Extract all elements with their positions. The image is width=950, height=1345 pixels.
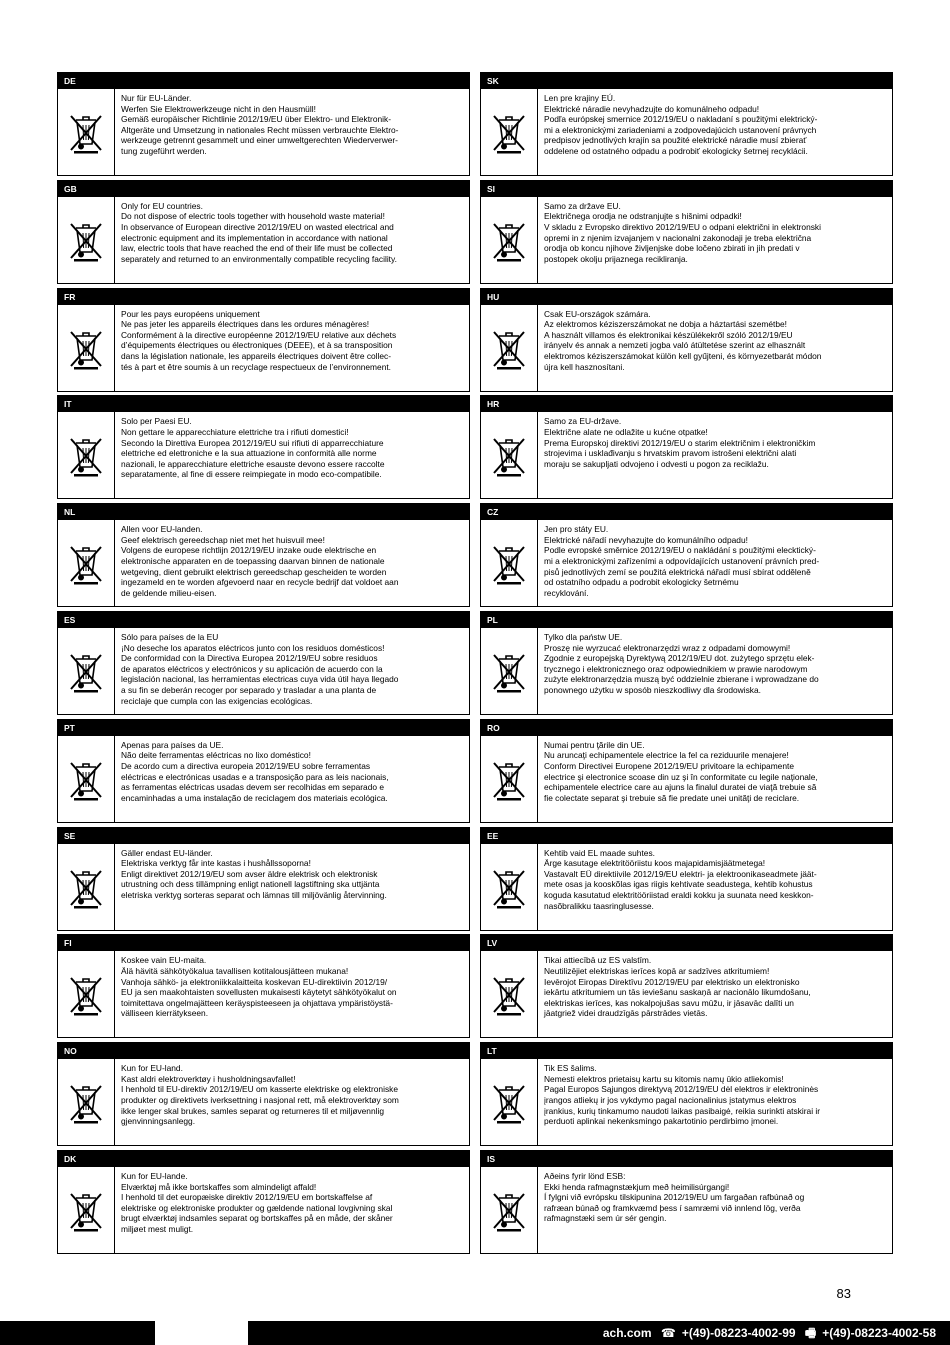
notice-line: law, electric tools that have reached the end of their life must be collected bbox=[121, 243, 393, 254]
language-code-header: SE bbox=[57, 827, 470, 844]
language-code-header: DK bbox=[57, 1150, 470, 1167]
notice-line: opremi in z njenim izvajanjem v nacionalni zakonodaji je treba električna bbox=[544, 232, 812, 243]
language-section-dk bbox=[57, 1150, 470, 1258]
notice-line: perduoti aplinkai nekenksmingo pakartotinio perdirbimo įmonei. bbox=[544, 1116, 779, 1127]
language-section-cz bbox=[480, 503, 893, 611]
notice-line: werkzeuge getrennt gesammelt und einer umweltgerechten Wiederverwer- bbox=[121, 135, 398, 146]
notice-line: Vanhoja sähkö- ja elektroniikkalaitteita koskevan EU-direktiivin 2012/19/ bbox=[121, 976, 388, 987]
notice-line: välliseen kierrätykseen. bbox=[121, 1008, 209, 1019]
footer-phone: +(49)-08223-4002-99 bbox=[681, 1326, 796, 1340]
notice-line: Sólo para países de la EU bbox=[121, 631, 219, 642]
language-code-header: EE bbox=[480, 827, 893, 844]
notice-line: újra kell hasznosítani. bbox=[544, 361, 625, 372]
footer-bar bbox=[0, 1321, 950, 1345]
notice-line: de aparatos eléctricos y electrónicos y su aplicación de acuerdo con la bbox=[121, 663, 383, 674]
notice-line: įrangos atliekų ir jos vykdymo pagal nacionalinius įstatymus elektros bbox=[544, 1094, 797, 1105]
section-body bbox=[480, 1059, 893, 1146]
notice-line: strojevima i usklađivanju s hrvatskim pravom istrošeni električni alati bbox=[544, 448, 797, 459]
section-body bbox=[57, 1167, 470, 1254]
section-body bbox=[57, 736, 470, 823]
notice-line: Len pre krajiny EÚ. bbox=[544, 93, 616, 103]
footer-gap bbox=[155, 1321, 248, 1345]
notice-line: jāatgriež videi draudzīgās pārstrādes vietās. bbox=[544, 1008, 708, 1019]
icon-cell bbox=[58, 1059, 115, 1145]
notice-line: ikke lenger skal brukes, samles separat og returneres til et miljøvennlig bbox=[121, 1105, 384, 1116]
icon-cell bbox=[58, 628, 115, 714]
language-code-header: IS bbox=[480, 1150, 893, 1167]
notice-line: legislación nacional, las herramientas electricas cuya vida útil haya llegado bbox=[121, 674, 399, 685]
notice-line: separatamente, al fine di essere reimpiegate in modo eco-compatibile. bbox=[121, 469, 382, 480]
notice-line: mi a elektronickými zariadeniami a zodpovedajúcich ustanovení právnych bbox=[544, 124, 817, 135]
notice-line: electrice şi electronice scoase din uz şi în conformitate cu legile naţionale, bbox=[544, 771, 818, 782]
notice-line: Električnega orodja ne odstranjujte s hišnimi odpadki! bbox=[544, 211, 742, 222]
notice-text bbox=[538, 1167, 892, 1253]
notice-line: EU ja sen maakohtaisten sovellusten mukaisesti käytetyt sähkötyökalut on bbox=[121, 987, 397, 998]
language-code-header: LV bbox=[480, 934, 893, 951]
crossed-out-wheelie-bin-icon bbox=[490, 326, 528, 370]
notice-line: zużyte elektronarzędzia muszą być oddzielnie zbierane i wprowadzane do bbox=[544, 674, 819, 685]
notice-line: elektronische apparaten en de toepassing daarvan binnen de nationale bbox=[121, 555, 385, 566]
icon-cell bbox=[481, 412, 538, 498]
language-code-header: IT bbox=[57, 395, 470, 412]
section-body bbox=[57, 520, 470, 607]
section-body bbox=[480, 628, 893, 715]
language-section-ro bbox=[480, 719, 893, 827]
language-code-header: NL bbox=[57, 503, 470, 520]
crossed-out-wheelie-bin-icon bbox=[67, 972, 105, 1016]
notice-text bbox=[538, 1059, 892, 1145]
notice-line: Não deite ferramentas eléctricas no lixo doméstico! bbox=[121, 750, 311, 761]
crossed-out-wheelie-bin-icon bbox=[490, 972, 528, 1016]
crossed-out-wheelie-bin-icon bbox=[490, 1188, 528, 1232]
page-number: 83 bbox=[836, 1286, 851, 1301]
crossed-out-wheelie-bin-icon bbox=[67, 757, 105, 801]
section-body bbox=[480, 844, 893, 931]
language-section-no bbox=[57, 1042, 470, 1150]
crossed-out-wheelie-bin-icon bbox=[67, 1080, 105, 1124]
notice-line: rafmagnstæki sem úr sér gengin. bbox=[544, 1213, 667, 1224]
notice-text bbox=[115, 412, 469, 498]
notice-line: Kast aldri elektroverktøy i husholdningsavfallet! bbox=[121, 1073, 296, 1084]
notice-line: encaminhadas a uma instalação de reciclagem dos materiais ecológica. bbox=[121, 792, 388, 803]
notice-line: electronic equipment and its implementation in accordance with national bbox=[121, 232, 388, 243]
crossed-out-wheelie-bin-icon bbox=[490, 110, 528, 154]
notice-line: wetgeving, dient gebruikt elektrisch gereedschap gescheiden te worden bbox=[121, 566, 387, 577]
icon-cell bbox=[481, 736, 538, 822]
crossed-out-wheelie-bin-icon bbox=[490, 218, 528, 262]
notice-line: Kun for EU-lande. bbox=[121, 1170, 188, 1181]
notice-line: eléctricas e electrónicas usadas e a transposição para as leis nacionais, bbox=[121, 771, 389, 782]
notice-line: Volgens de europese richtlijn 2012/19/EU inzake oude elektrische en bbox=[121, 545, 377, 556]
notice-text bbox=[115, 197, 469, 283]
icon-cell bbox=[481, 89, 538, 175]
language-section-fr bbox=[57, 288, 470, 396]
language-section-lt bbox=[480, 1042, 893, 1150]
notice-text bbox=[538, 844, 892, 930]
icon-cell bbox=[58, 197, 115, 283]
notice-line: Conform Directivei Europene 2012/19/EU privitoare la echipamente bbox=[544, 760, 794, 771]
notice-line: Pagal Europos Sąjungos direktyvą 2012/19/EU dėl elektros ir elektroninės bbox=[544, 1084, 819, 1095]
language-section-gb bbox=[57, 180, 470, 288]
notice-line: postopek okolju prijaznega recikliranja. bbox=[544, 253, 688, 264]
notice-line: brugt elværktøj indsamles separat og bortskaffes på en måde, der skåner bbox=[121, 1213, 393, 1224]
notice-line: elektriskas ierīces, kas nokalpojušas savu mūžu, ir jāsavāc dalīti un bbox=[544, 997, 794, 1008]
notice-line: Secondo la Direttiva Europea 2012/19/EU sui rifiuti di apparrecchiature bbox=[121, 437, 384, 448]
notice-line: Only for EU countries. bbox=[121, 200, 203, 211]
notice-line: recyklování. bbox=[544, 587, 589, 598]
notice-line: echipamentele electrice care au ajuns la finalul duratei de viaţă trebuie să bbox=[544, 782, 817, 793]
notice-line: Az elektromos kéziszerszámokat ne dobja a háztartási szemétbe! bbox=[544, 319, 787, 330]
notice-line: Ekki henda rafmagnstækjum með heimilisúrgangi! bbox=[544, 1181, 730, 1192]
notice-line: trycznego i elektronicznego oraz odpowiednikiem w prawie narodowym bbox=[544, 663, 808, 674]
language-section-it bbox=[57, 395, 470, 503]
icon-cell bbox=[481, 628, 538, 714]
notice-line: Tylko dla państw UE. bbox=[544, 631, 623, 642]
notice-line: Elektrické náradie nevyhadzujte do komunálneho odpadu! bbox=[544, 103, 760, 114]
notice-line: De conformidad con la Directiva Europea 2012/19/EU sobre residuos bbox=[121, 653, 378, 664]
section-body bbox=[57, 89, 470, 176]
notice-text bbox=[115, 1167, 469, 1253]
language-section-fi bbox=[57, 934, 470, 1042]
notice-line: De acordo cum a directiva europeia 2012/19/EU sobre ferramentas bbox=[121, 760, 371, 771]
footer-fax: +(49)-08223-4002-58 bbox=[822, 1326, 936, 1340]
notice-line: tés à part et être soumis à un recyclage respectueux de l’environnement. bbox=[121, 361, 392, 372]
notice-line: ingezameld en te worden afgevoerd naar en recycle bedrijf dat voldoet aan bbox=[121, 577, 399, 588]
notice-line: Gemäß europäischer Richtlinie 2012/19/EU über Elektro- und Elektronik- bbox=[121, 114, 391, 125]
section-body bbox=[57, 628, 470, 715]
language-section-nl bbox=[57, 503, 470, 611]
notice-line: Samo za EU-države. bbox=[544, 416, 622, 427]
icon-cell bbox=[58, 736, 115, 822]
icon-cell bbox=[58, 1167, 115, 1253]
icon-cell bbox=[481, 1059, 538, 1145]
notice-line: Tikai attiecībā uz ES valstīm. bbox=[544, 955, 652, 966]
language-code-header: FR bbox=[57, 288, 470, 305]
notice-line: Solo per Paesi EU. bbox=[121, 416, 192, 427]
crossed-out-wheelie-bin-icon bbox=[67, 541, 105, 585]
language-section-lv bbox=[480, 934, 893, 1042]
crossed-out-wheelie-bin-icon bbox=[490, 1080, 528, 1124]
icon-cell bbox=[58, 844, 115, 930]
notice-line: Allen voor EU-landen. bbox=[121, 524, 203, 535]
notice-line: Zgodnie z europejską Dyrektywą 2012/19/EU dot. zużytego sprzętu elek- bbox=[544, 653, 815, 664]
section-body bbox=[57, 1059, 470, 1146]
language-section-hu bbox=[480, 288, 893, 396]
notice-line: as ferramentas eléctricas usadas devem ser recolhidas em separado e bbox=[121, 782, 385, 793]
notice-line: Enligt direktivet 2012/19/EU som avser äldre elektrisk och elektronisk bbox=[121, 868, 378, 879]
notice-text bbox=[115, 520, 469, 606]
phone-icon: ☎ bbox=[660, 1326, 676, 1340]
notice-text bbox=[538, 951, 892, 1037]
notice-line: fie colectate separat şi trebuie să fie predate unei unităţi de reciclare. bbox=[544, 792, 800, 803]
notice-line: Nemesti elektros prietaisų kartu su kitomis namų ūkio atliekomis! bbox=[544, 1073, 784, 1084]
language-section-si bbox=[480, 180, 893, 288]
icon-cell bbox=[481, 844, 538, 930]
notice-text bbox=[538, 305, 892, 391]
language-section-se bbox=[57, 827, 470, 935]
icon-cell bbox=[481, 520, 538, 606]
notice-line: V skladu z Evropsko direktivo 2012/19/EU o odpani električni in elektronski bbox=[544, 221, 821, 232]
language-code-header: RO bbox=[480, 719, 893, 736]
notice-line: tung zugeführt werden. bbox=[121, 145, 207, 156]
language-code-header: CZ bbox=[480, 503, 893, 520]
notice-line: pisů jednotlivých zemí se použitá elektrická nářadí musí sbírat odděleně bbox=[544, 566, 811, 577]
notice-line: ponownego użytku w sposób nieszkodliwy dla środowiska. bbox=[544, 684, 761, 695]
notice-line: Do not dispose of electric tools together with household waste material! bbox=[121, 211, 385, 222]
notice-line: Non gettare le apparecchiature elettriche tra i rifiuti domestici! bbox=[121, 426, 349, 437]
notice-line: orodja ob koncu njihove življenjske dobe ločeno zbirati in jih predati v bbox=[544, 243, 800, 254]
notice-line: produkter og direktivets iverksettning i nasjonal rett, må elektroverktøy som bbox=[121, 1094, 399, 1105]
notice-line: Numai pentru ţările din UE. bbox=[544, 739, 645, 750]
notice-line: nazionali, le apparecchiature elettriche esauste devono essere raccolte bbox=[121, 458, 385, 469]
notice-line: Električne alate ne odlažite u kućne otpatke! bbox=[544, 426, 708, 437]
notice-line: nasõbralikku taasringlusesse. bbox=[544, 900, 654, 911]
notice-line: Conformément à la directive européenne 2012/19/EU relative aux déchets bbox=[121, 329, 397, 340]
crossed-out-wheelie-bin-icon bbox=[490, 541, 528, 585]
notice-line: oddelene od ostatného odpadu a podrobiť ekologicky šetrnej recyklácii. bbox=[544, 145, 808, 156]
icon-cell bbox=[481, 951, 538, 1037]
section-body bbox=[480, 1167, 893, 1254]
notice-line: Apenas para países da UE. bbox=[121, 739, 224, 750]
notice-line: Elværktøj må ikke bortskaffes som almindeligt affald! bbox=[121, 1181, 317, 1192]
notice-line: dans la législation nationale, les appareils électriques doivent être collec- bbox=[121, 350, 392, 361]
crossed-out-wheelie-bin-icon bbox=[67, 1188, 105, 1232]
notice-line: irányelv és annak a nemzeti jogba való átültetése szerint az elhasznált bbox=[544, 340, 806, 351]
notice-text bbox=[538, 520, 892, 606]
crossed-out-wheelie-bin-icon bbox=[490, 649, 528, 693]
crossed-out-wheelie-bin-icon bbox=[490, 865, 528, 909]
language-code-header: DE bbox=[57, 72, 470, 89]
notice-text bbox=[538, 628, 892, 714]
notice-text bbox=[115, 951, 469, 1037]
language-section-de bbox=[57, 72, 470, 180]
icon-cell bbox=[58, 89, 115, 175]
notice-line: Geef elektrisch gereedschap niet met het huisvuil mee! bbox=[121, 534, 325, 545]
notice-line: Neutilizējiet elektriskas ierīces kopā ar sadzīves atkritumiem! bbox=[544, 965, 770, 976]
notice-line: mi a elektronickými zařízeními a odpovídajících ustanovení právních pred- bbox=[544, 555, 820, 566]
notice-line: de geldende milieu-eisen. bbox=[121, 587, 217, 598]
crossed-out-wheelie-bin-icon bbox=[490, 757, 528, 801]
crossed-out-wheelie-bin-icon bbox=[67, 649, 105, 693]
notice-line: I henhold til det europæiske direktiv 2012/19/EU em bortskaffelse af bbox=[121, 1192, 373, 1203]
footer-website[interactable]: ach.com bbox=[602, 1326, 652, 1340]
notice-text bbox=[538, 736, 892, 822]
notice-text bbox=[538, 89, 892, 175]
icon-cell bbox=[481, 1167, 538, 1253]
notice-line: A használt villamos és elektronikai készülékekről szóló 2012/19/EU bbox=[544, 329, 793, 340]
crossed-out-wheelie-bin-icon bbox=[67, 865, 105, 909]
language-code-header: ES bbox=[57, 611, 470, 628]
notice-line: Aðeins fyrir lönd ESB: bbox=[544, 1170, 626, 1181]
notice-line: moraju se sakupljati odvojeno i odvesti u pogon za reciklažu. bbox=[544, 458, 769, 469]
notice-line: Jen pro státy EU. bbox=[544, 524, 609, 535]
section-body bbox=[57, 844, 470, 931]
language-code-header: SK bbox=[480, 72, 893, 89]
notice-line: Altgeräte und Umsetzung in nationales Recht müssen verbrauchte Elektro- bbox=[121, 124, 399, 135]
language-section-sk bbox=[480, 72, 893, 180]
notice-line: Koskee vain EU-maita. bbox=[121, 955, 207, 966]
notice-line: elettriche ed elettroniche e la sua attuazione in conformità alle norme bbox=[121, 448, 377, 459]
icon-cell bbox=[58, 305, 115, 391]
notice-line: iekārtu atkritumiem un tās ieviešanu saskaņā ar nacionālo likumdošanu, bbox=[544, 987, 811, 998]
notice-line: gjenvinningsanlegg. bbox=[121, 1116, 196, 1127]
crossed-out-wheelie-bin-icon bbox=[67, 326, 105, 370]
language-code-header: HU bbox=[480, 288, 893, 305]
notice-line: Prema Europskoj direktivi 2012/19/EU o starim električnim i elektroničkim bbox=[544, 437, 816, 448]
notice-line: Pour les pays européens uniquement bbox=[121, 308, 260, 319]
section-body bbox=[480, 736, 893, 823]
language-code-header: HR bbox=[480, 395, 893, 412]
notice-line: Ärge kasutage elektritööriistu koos majapidamisjäätmetega! bbox=[544, 858, 766, 869]
notice-line: įrankius, kurių tinkamumo naudoti laikas pasibaigė, reikia surinkti atskirai ir bbox=[544, 1105, 821, 1116]
language-code-header: PT bbox=[57, 719, 470, 736]
language-code-header: SI bbox=[480, 180, 893, 197]
language-section-pl bbox=[480, 611, 893, 719]
notice-line: Podľa európskej smernice 2012/19/EU o nakladaní s použitými elektrický- bbox=[544, 114, 818, 125]
notice-line: toimitettava ongelmajätteen keräyspisteeseen ja ohjattava ympäristöystä- bbox=[121, 997, 393, 1008]
icon-cell bbox=[58, 520, 115, 606]
notice-line: Samo za države EU. bbox=[544, 200, 621, 211]
footer-contact bbox=[597, 1321, 936, 1345]
section-body bbox=[480, 305, 893, 392]
section-body bbox=[480, 89, 893, 176]
notice-line: Proszę nie wyrzucać elektronarzędzi wraz z odpadami domowymi! bbox=[544, 642, 791, 653]
notice-line: a su fin se deberán recoger por separado y trasladar a una planta de bbox=[121, 684, 377, 695]
notice-line: In observance of European directive 2012/19/EU on wasted electrical and bbox=[121, 221, 394, 232]
notice-line: Elektrické nářadí nevyhazujte do komunálního odpadu! bbox=[544, 534, 748, 545]
notice-line: Werfen Sie Elektrowerkzeuge nicht in den Hausmüll! bbox=[121, 103, 316, 114]
notice-line: Nu aruncaţi echipamentele electrice la fel ca reziduurile menajere! bbox=[544, 750, 789, 761]
icon-cell bbox=[481, 305, 538, 391]
section-body bbox=[57, 951, 470, 1038]
language-code-header: LT bbox=[480, 1042, 893, 1059]
notice-line: eletriska verktyg sorteras separat och lämnas till miljövänlig återvinning. bbox=[121, 889, 387, 900]
notice-line: elektromos kéziszerszámokat külön kell gyűjteni, és környezetbarát módon bbox=[544, 350, 822, 361]
notice-line: Í fylgni við evrópsku tilskipunina 2012/19/EU um fargaðan rafbúnað og bbox=[544, 1192, 805, 1203]
language-section-es bbox=[57, 611, 470, 719]
language-section-pt bbox=[57, 719, 470, 827]
language-code-header: GB bbox=[57, 180, 470, 197]
section-body bbox=[480, 197, 893, 284]
icon-cell bbox=[481, 197, 538, 283]
notice-line: od ostatního odpadu a podrobit ekologicky šetrnému bbox=[544, 577, 739, 588]
notice-line: Ne pas jeter les appareils électriques dans les ordures ménagères! bbox=[121, 319, 370, 330]
notice-line: reciclaje que cumpla con las exigencias ecológicas. bbox=[121, 695, 313, 706]
section-body bbox=[480, 412, 893, 499]
notice-line: mete osas ja kooskõlas igas riigis kehtivate seadustega, kehtib kohustus bbox=[544, 879, 813, 890]
section-body bbox=[480, 520, 893, 607]
notice-line: Podle evropské směrnice 2012/19/EU o nakládání s použitými elecktický- bbox=[544, 545, 816, 556]
notice-line: rafræan búnað og framkvæmd þess í samræmi við innlend lög, verða bbox=[544, 1202, 801, 1213]
notice-line: predpisov jednotlivých krajín sa použité elektrické náradie musí zbierať bbox=[544, 135, 807, 146]
notice-text bbox=[115, 305, 469, 391]
notice-line: Vastavalt EÜ direktiivile 2012/19/EU elektri- ja elektroonikaseadmete jäät- bbox=[544, 868, 817, 879]
notice-line: ¡No deseche los aparatos eléctricos junto con los residuos domésticos! bbox=[121, 642, 385, 653]
notice-line: Tik ES šalims. bbox=[544, 1063, 597, 1074]
notice-text bbox=[115, 844, 469, 930]
icon-cell bbox=[58, 412, 115, 498]
notice-line: koguda kasutatud elektritööriistad eraldi kokku ja suunata need keskkon- bbox=[544, 889, 814, 900]
notice-text bbox=[538, 197, 892, 283]
notice-line: Kehtib vaid EL maade suhtes. bbox=[544, 847, 655, 858]
language-code-header: NO bbox=[57, 1042, 470, 1059]
notice-line: Csak EU-országok számára. bbox=[544, 308, 651, 319]
notice-line: utrustning och dess tillämpning enligt nationell lagstiftning ska uttjänta bbox=[121, 879, 380, 890]
notice-line: Elektriska verktyg får inte kastas i hushållssoporna! bbox=[121, 858, 311, 869]
language-section-is bbox=[480, 1150, 893, 1258]
language-code-header: PL bbox=[480, 611, 893, 628]
notice-line: I henhold til EU-direktiv 2012/19/EU om kasserte elektriske og elektroniske bbox=[121, 1084, 398, 1095]
notice-line: separately and returned to an environmentally compatible recycling facility. bbox=[121, 253, 397, 264]
crossed-out-wheelie-bin-icon bbox=[67, 433, 105, 477]
language-section-ee bbox=[480, 827, 893, 935]
notice-line: Gäller endast EU-länder. bbox=[121, 847, 213, 858]
notice-text bbox=[115, 628, 469, 714]
notice-line: Kun for EU-land. bbox=[121, 1063, 183, 1074]
notice-line: Älä hävitä sähkötyökalua tavallisen kotitalousjätteen mukana! bbox=[121, 965, 349, 976]
section-body bbox=[57, 197, 470, 284]
fax-icon: 🖷 bbox=[804, 1326, 817, 1340]
notice-text bbox=[115, 89, 469, 175]
notice-line: elektriske og elektroniske produkter og gældende national lovgivning skal bbox=[121, 1202, 393, 1213]
notice-text bbox=[115, 1059, 469, 1145]
language-code-header: FI bbox=[57, 934, 470, 951]
section-body bbox=[57, 412, 470, 499]
notice-line: Ievērojot Eiropas Direktīvu 2012/19/EU par elektrisko un elektronisko bbox=[544, 976, 800, 987]
section-body bbox=[480, 951, 893, 1038]
crossed-out-wheelie-bin-icon bbox=[67, 110, 105, 154]
icon-cell bbox=[58, 951, 115, 1037]
crossed-out-wheelie-bin-icon bbox=[490, 433, 528, 477]
notice-text bbox=[538, 412, 892, 498]
weee-notice-grid bbox=[57, 72, 893, 1258]
section-body bbox=[57, 305, 470, 392]
crossed-out-wheelie-bin-icon bbox=[67, 218, 105, 262]
notice-line: d’équipements électriques ou électroniques (DEEE), et à sa transposition bbox=[121, 340, 393, 351]
notice-text bbox=[115, 736, 469, 822]
notice-line: Nur für EU-Länder. bbox=[121, 93, 192, 103]
language-section-hr bbox=[480, 395, 893, 503]
notice-line: miljøet mest muligt. bbox=[121, 1223, 194, 1234]
